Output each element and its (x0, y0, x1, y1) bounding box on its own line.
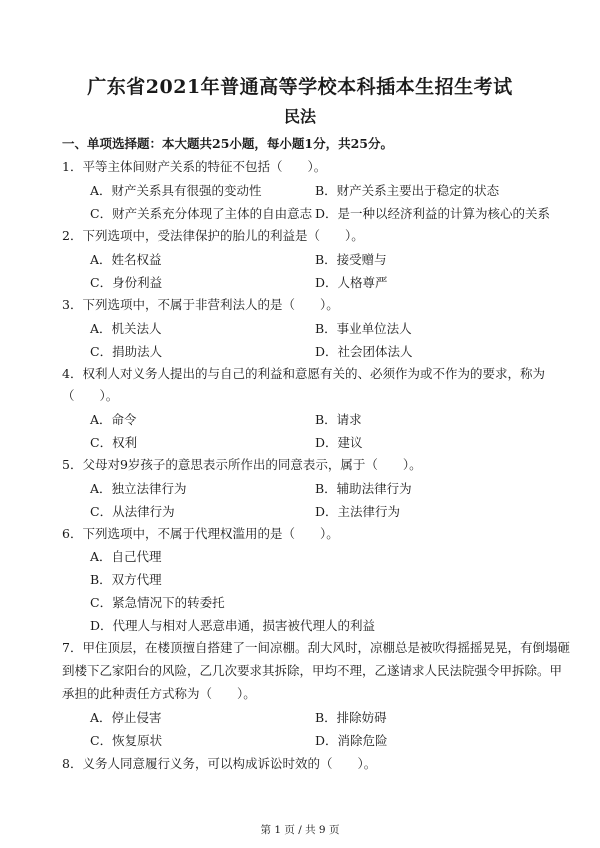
question-7-stem-continued: 到楼下乙家阳台的风险，乙几次要求其拆除，甲均不理，乙遂请求人民法院强令甲拆除。甲 (62, 663, 563, 678)
question-4-option-b: B．请求 (315, 412, 362, 427)
exam-title: 广东省2021年普通高等学校本科插本生招生考试 (87, 76, 513, 98)
question-7-option-c: C．恢复原状 (90, 733, 163, 748)
question-5-option-a: A．独立法律行为 (90, 481, 187, 496)
question-7-stem-continued-2: 承担的此种责任方式称为（ ）。 (62, 686, 256, 701)
question-7-option-b: B．排除妨碍 (315, 710, 387, 725)
section-heading: 一、单项选择题：本大题共25小题，每小题1分，共25分。 (62, 136, 393, 151)
question-4-option-a: A．命令 (90, 412, 137, 427)
question-5-option-c: C．从法律行为 (90, 504, 175, 519)
question-3-stem: 3．下列选项中，不属于非营利法人的是（ ）。 (62, 297, 339, 312)
question-3-option-a: A．机关法人 (90, 321, 162, 336)
question-3-option-d: D．社会团体法人 (315, 344, 413, 359)
question-4-stem-continued: （ ）。 (62, 388, 119, 403)
question-4-option-d: D．建议 (315, 435, 363, 450)
question-7-option-a: A．停止侵害 (90, 710, 162, 725)
question-4-option-c: C．权利 (90, 435, 138, 450)
question-8-stem: 8．义务人同意履行义务，可以构成诉讼时效的（ ）。 (62, 756, 377, 771)
question-6-option-d: D．代理人与相对人恶意串通，损害被代理人的利益 (90, 618, 376, 633)
question-7-option-d: D．消除危险 (315, 733, 388, 748)
question-2-option-a: A．姓名权益 (90, 252, 162, 267)
question-1-option-a: A．财产关系具有很强的变动性 (90, 183, 262, 198)
question-1-option-c: C．财产关系充分体现了主体的自由意志 (90, 206, 313, 221)
question-2-stem: 2．下列选项中，受法律保护的胎儿的利益是（ ）。 (62, 228, 364, 243)
question-3-option-c: C．捐助法人 (90, 344, 163, 359)
exam-subject: 民法 (283, 107, 316, 126)
question-6-stem: 6．下列选项中，不属于代理权滥用的是（ ）。 (62, 526, 339, 541)
question-1-option-b: B．财产关系主要出于稳定的状态 (315, 183, 500, 198)
question-3-option-b: B．事业单位法人 (315, 321, 412, 336)
question-6-option-c: C．紧急情况下的转委托 (90, 595, 225, 610)
question-2-option-b: B．接受赠与 (315, 252, 387, 267)
question-2-option-c: C．身份利益 (90, 275, 163, 290)
page-footer: 第 1 页 / 共 9 页 (260, 824, 340, 836)
question-5-option-b: B．辅助法律行为 (315, 481, 412, 496)
question-6-option-a: A．自己代理 (90, 549, 162, 564)
question-1-stem: 1．平等主体间财产关系的特征不包括（ ）。 (62, 159, 327, 174)
question-2-option-d: D．人格尊严 (315, 275, 388, 290)
question-5-option-d: D．主法律行为 (315, 504, 401, 519)
question-7-stem: 7．甲住顶层，在楼顶擅自搭建了一间凉棚。刮大风时，凉棚总是被吹得摇摇晃晃，有倒塌砸 (62, 640, 570, 655)
question-5-stem: 5．父母对9岁孩子的意思表示所作出的同意表示，属于（ ）。 (62, 457, 422, 472)
question-4-stem: 4．权利人对义务人提出的与自己的利益和意愿有关的、必须作为或不作为的要求，称为 (62, 366, 545, 381)
question-6-option-b: B．双方代理 (90, 572, 162, 587)
question-1-option-d: D．是一种以经济利益的计算为核心的关系 (315, 206, 551, 221)
